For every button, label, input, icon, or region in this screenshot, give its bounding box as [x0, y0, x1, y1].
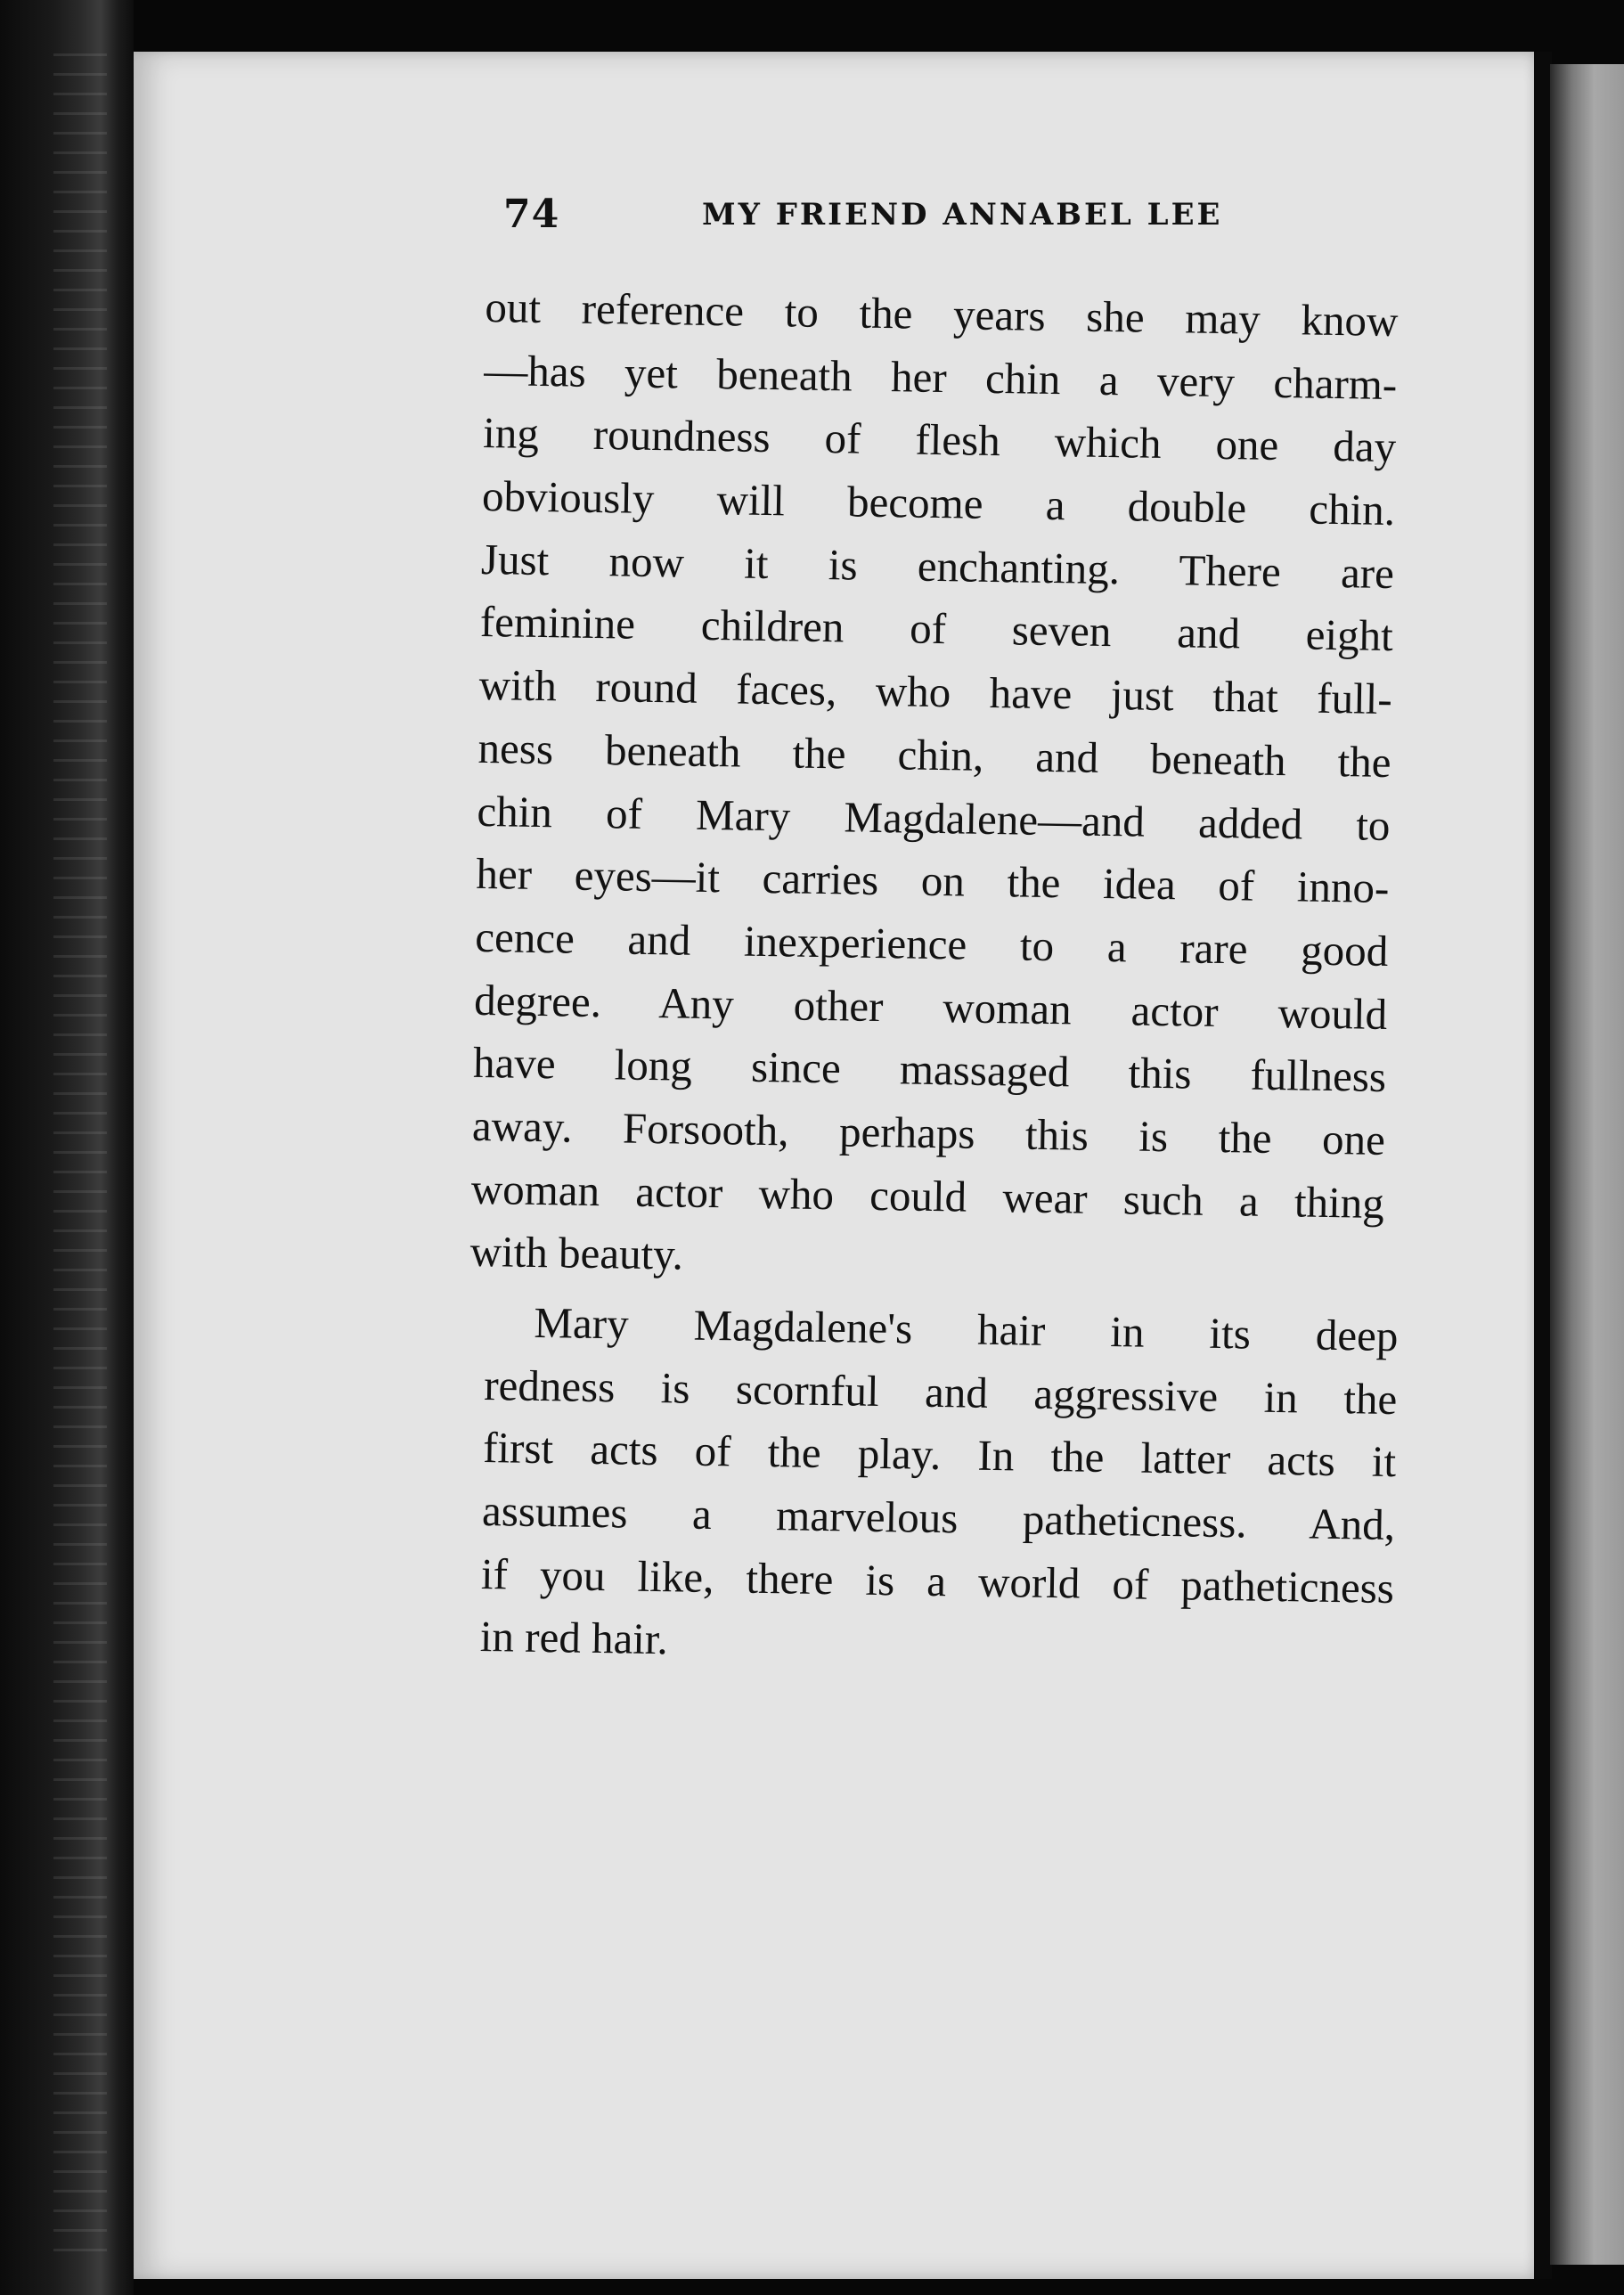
paragraph — [479, 1291, 1399, 1683]
adjacent-page-edge — [1550, 64, 1624, 2265]
text-line: if you like, there is a world of patheticness — [480, 1548, 1395, 1613]
page-number: 74 — [503, 192, 560, 237]
text-line: —has yet beneath her chin a very charm- — [483, 345, 1398, 409]
text-line: ness beneath the chin, and beneath the — [477, 723, 1391, 787]
text-line: ing roundness of flesh which one day — [482, 408, 1397, 472]
text-line: Just now it is enchanting. There are — [480, 534, 1395, 598]
text-line: with beauty. — [469, 1227, 684, 1279]
running-header — [503, 192, 1305, 245]
text-line: out reference to the years she may know — [485, 282, 1399, 347]
text-line: first acts of the play. In the latter acts it — [482, 1423, 1397, 1487]
text-line: assumes a marvelous patheticness. And, — [481, 1486, 1396, 1550]
text-line: redness is scornful and aggressive in the — [483, 1360, 1398, 1424]
text-line: chin of Mary Magdalene—and added to — [477, 786, 1391, 850]
text-line: with round faces, who have just that full- — [478, 660, 1393, 724]
text-line: feminine children of seven and eight — [479, 597, 1394, 661]
body-text — [469, 276, 1399, 1669]
text-line: away. Forsooth, perhaps this is the one — [471, 1100, 1386, 1164]
page-gutter — [1534, 52, 1552, 2279]
text-line: her eyes—it carries on the idea of inno- — [476, 849, 1390, 913]
book-title: MY FRIEND ANNABEL LEE — [702, 197, 1223, 233]
text-line: have long since massaged this fullness — [472, 1038, 1387, 1102]
spine-binding-texture — [53, 53, 107, 2263]
text-line: Mary Magdalene's hair in its deep — [534, 1297, 1399, 1361]
text-line: obviously will become a double chin. — [481, 471, 1396, 535]
text-line: woman actor who could wear such a thing — [470, 1164, 1385, 1228]
text-line: cence and inexperience to a rare good — [474, 911, 1389, 976]
paragraph — [469, 276, 1399, 1298]
book-spine — [0, 0, 134, 2295]
text-line: in red hair. — [479, 1612, 669, 1664]
text-line: degree. Any other woman actor would — [473, 975, 1388, 1039]
